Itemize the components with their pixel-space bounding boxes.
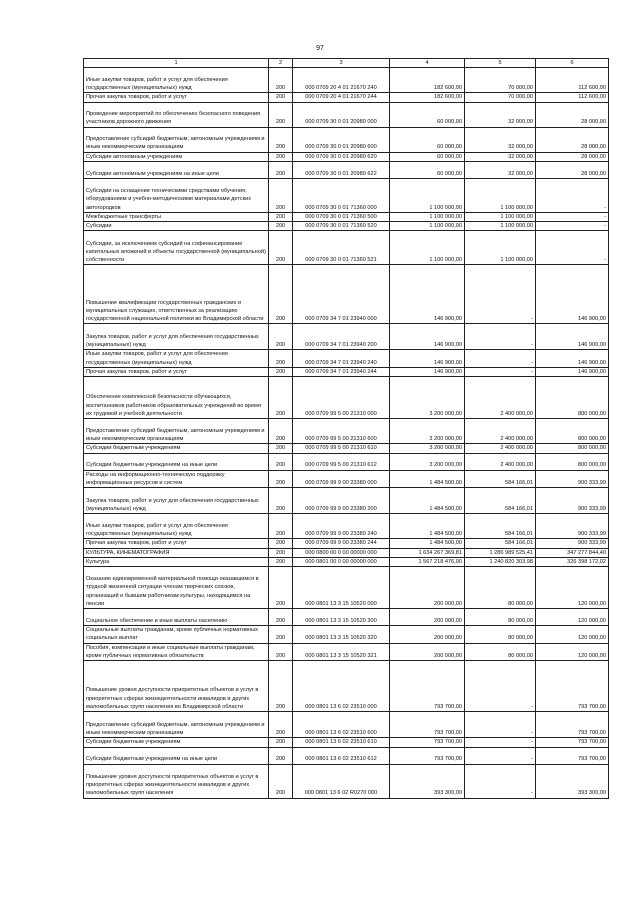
row-column-2: 200 xyxy=(269,738,293,747)
row-column-4: 182 600,00 xyxy=(390,93,465,102)
row-code: 000 0800 00 0 00 00000 000 xyxy=(293,548,390,557)
row-column-6: 800 000,00 xyxy=(536,453,609,470)
row-column-5: - xyxy=(465,738,536,747)
row-code: 000 0709 99 5 00 21310 612 xyxy=(293,453,390,470)
row-column-2: 200 xyxy=(269,222,293,231)
row-column-2: 200 xyxy=(269,712,293,738)
table-row xyxy=(84,265,609,324)
row-column-4: 146 900,00 xyxy=(390,265,465,324)
row-column-2: 200 xyxy=(269,514,293,539)
row-name: Межбюджетные трансферты xyxy=(84,212,269,221)
row-column-6: 146 900,00 xyxy=(536,368,609,377)
row-code: 000 0709 99 5 00 21310 000 xyxy=(293,377,390,419)
row-column-5: - xyxy=(465,324,536,350)
row-column-4: 793 700,00 xyxy=(390,712,465,738)
row-column-2: 200 xyxy=(269,368,293,377)
row-column-5: - xyxy=(465,265,536,324)
row-column-6: 28 000,00 xyxy=(536,127,609,152)
row-column-5: 584 166,01 xyxy=(465,514,536,539)
row-name: Прочая закупка товаров, работ и услуг xyxy=(84,93,269,102)
row-column-5: 70 000,00 xyxy=(465,68,536,93)
row-name: Обеспечение комплексной безопасности обучающихся, воспитанников работников образовательных учреждений во время их трудовой и учебной деятельности xyxy=(84,377,269,419)
row-column-4: 146 900,00 xyxy=(390,350,465,368)
row-column-4: 793 700,00 xyxy=(390,747,465,764)
table-row xyxy=(84,102,609,127)
row-column-6: 146 900,00 xyxy=(536,265,609,324)
row-code: 000 0801 13 6 02 R0270 000 xyxy=(293,764,390,798)
row-column-2: 200 xyxy=(269,557,293,566)
row-column-6: 900 333,99 xyxy=(536,514,609,539)
row-name: Социальные выплаты гражданам, кроме публичных нормативных социальных выплат xyxy=(84,626,269,644)
row-column-6: 326 398 172,02 xyxy=(536,557,609,566)
row-column-4: 1 567 218 476,00 xyxy=(390,557,465,566)
row-code: 000 0709 30 0 01 20980 620 xyxy=(293,152,390,161)
row-name: Субсидии бюджетным учреждениям xyxy=(84,738,269,747)
row-code: 000 0801 13 3 15 10520 321 xyxy=(293,643,390,661)
row-column-6: 146 900,00 xyxy=(536,324,609,350)
row-column-6: 900 333,99 xyxy=(536,488,609,514)
table-row xyxy=(84,368,609,377)
row-column-2: 200 xyxy=(269,152,293,161)
row-name: Предоставление субсидий бюджетным, автономным учреждениям и иным некоммерческим организациям xyxy=(84,419,269,444)
row-column-6: 800 000,00 xyxy=(536,377,609,419)
row-code: 000 0709 30 0 01 71360 000 xyxy=(293,178,390,212)
row-column-5: - xyxy=(465,764,536,798)
row-code: 000 0801 13 3 15 10520 000 xyxy=(293,567,390,609)
row-column-5: 584 166,01 xyxy=(465,470,536,488)
row-column-5: - xyxy=(465,350,536,368)
row-column-5: 80 000,00 xyxy=(465,626,536,644)
row-column-2: 200 xyxy=(269,178,293,212)
row-column-5: 1 100 000,00 xyxy=(465,222,536,231)
row-column-4: 3 200 000,00 xyxy=(390,444,465,453)
row-column-4: 60 000,00 xyxy=(390,161,465,178)
row-column-6: - xyxy=(536,231,609,265)
column-header: 2 xyxy=(269,59,293,68)
row-code: 000 0709 30 0 01 20980 600 xyxy=(293,127,390,152)
row-column-2: 200 xyxy=(269,231,293,265)
row-code: 000 0801 13 6 02 23510 600 xyxy=(293,712,390,738)
table-row xyxy=(84,548,609,557)
table-row xyxy=(84,514,609,539)
row-column-4: 3 200 000,00 xyxy=(390,419,465,444)
row-name: Прочая закупка товаров, работ и услуг xyxy=(84,368,269,377)
row-column-5: 2 400 000,00 xyxy=(465,453,536,470)
row-name: Социальное обеспечение и иные выплаты населению xyxy=(84,609,269,626)
row-column-5: 584 166,01 xyxy=(465,488,536,514)
row-name: Субсидии бюджетным учреждениям на иные цели xyxy=(84,453,269,470)
column-header: 4 xyxy=(390,59,465,68)
row-column-2: 200 xyxy=(269,102,293,127)
row-column-4: 1 484 500,00 xyxy=(390,470,465,488)
row-column-4: 200 000,00 xyxy=(390,567,465,609)
table-row xyxy=(84,539,609,548)
row-code: 000 0709 20 4 01 21670 244 xyxy=(293,93,390,102)
row-column-4: 3 200 000,00 xyxy=(390,377,465,419)
row-name: Предоставление субсидий бюджетным, автономным учреждениям и иным некоммерческим организациям xyxy=(84,712,269,738)
table-row xyxy=(84,764,609,798)
budget-table xyxy=(83,58,609,799)
row-code: 000 0801 13 6 02 23510 610 xyxy=(293,738,390,747)
row-column-6: 900 333,99 xyxy=(536,470,609,488)
row-code: 000 0709 99 9 00 23380 240 xyxy=(293,514,390,539)
row-column-2: 200 xyxy=(269,609,293,626)
row-column-6: 793 700,00 xyxy=(536,661,609,712)
row-column-2: 200 xyxy=(269,324,293,350)
row-name: Иные закупки товаров, работ и услуг для обеспечения государственных (муниципальных) нужд xyxy=(84,514,269,539)
table-row xyxy=(84,127,609,152)
row-column-2: 200 xyxy=(269,453,293,470)
table-row xyxy=(84,161,609,178)
row-column-5: - xyxy=(465,712,536,738)
row-column-5: 32 000,00 xyxy=(465,102,536,127)
row-code: 000 0801 00 0 00 00000 000 xyxy=(293,557,390,566)
row-column-4: 60 000,00 xyxy=(390,152,465,161)
row-column-5: 2 400 000,00 xyxy=(465,419,536,444)
row-column-5: 1 100 000,00 xyxy=(465,231,536,265)
row-column-6: 120 000,00 xyxy=(536,609,609,626)
row-column-4: 1 484 500,00 xyxy=(390,539,465,548)
row-column-4: 1 100 000,00 xyxy=(390,231,465,265)
table-row xyxy=(84,738,609,747)
row-column-2: 200 xyxy=(269,643,293,661)
table-row xyxy=(84,350,609,368)
row-name: Субсидии бюджетным учреждениям на иные цели xyxy=(84,747,269,764)
row-column-5: - xyxy=(465,368,536,377)
row-name: Иные закупки товаров, работ и услуг для обеспечения государственных (муниципальных) нужд xyxy=(84,350,269,368)
row-name: Субсидии автономным учреждениям xyxy=(84,152,269,161)
row-column-5: 32 000,00 xyxy=(465,152,536,161)
row-name: Иные закупки товаров, работ и услуг для обеспечения государственных (муниципальных) нужд xyxy=(84,68,269,93)
row-column-6: - xyxy=(536,222,609,231)
row-column-5: 1 100 000,00 xyxy=(465,178,536,212)
row-column-5: 1 100 000,00 xyxy=(465,212,536,221)
table-row xyxy=(84,453,609,470)
table-row xyxy=(84,557,609,566)
row-column-6: 800 000,00 xyxy=(536,419,609,444)
row-column-5: 80 000,00 xyxy=(465,567,536,609)
row-column-6: 793 700,00 xyxy=(536,712,609,738)
row-column-2: 200 xyxy=(269,539,293,548)
row-column-5: 32 000,00 xyxy=(465,161,536,178)
table-row xyxy=(84,419,609,444)
row-code: 000 0709 30 0 01 71360 500 xyxy=(293,212,390,221)
row-column-4: 200 000,00 xyxy=(390,643,465,661)
row-column-2: 200 xyxy=(269,548,293,557)
table-row xyxy=(84,643,609,661)
row-column-2: 200 xyxy=(269,93,293,102)
row-name: Проведение мероприятий по обеспечению безопасного поведения участников дорожного движения xyxy=(84,102,269,127)
row-column-2: 200 xyxy=(269,161,293,178)
row-name: Прочая закупка товаров, работ и услуг xyxy=(84,539,269,548)
row-column-6: 120 000,00 xyxy=(536,567,609,609)
table-row xyxy=(84,178,609,212)
row-name: КУЛЬТУРА, КИНЕМАТОГРАФИЯ xyxy=(84,548,269,557)
row-column-4: 182 600,00 xyxy=(390,68,465,93)
row-name: Субсидии на оснащение техническими средствами обучения, оборудованием и учебно-методическими материалами детских автогородков xyxy=(84,178,269,212)
row-column-6: 112 600,00 xyxy=(536,68,609,93)
row-column-2: 200 xyxy=(269,488,293,514)
row-column-6: 112 600,00 xyxy=(536,93,609,102)
row-column-2: 200 xyxy=(269,265,293,324)
table-row xyxy=(84,324,609,350)
row-code: 000 0709 99 9 00 23380 000 xyxy=(293,470,390,488)
row-column-4: 793 700,00 xyxy=(390,661,465,712)
row-name: Закупка товаров, работ и услуг для обеспечения государственных (муниципальных) нужд xyxy=(84,488,269,514)
row-column-2: 200 xyxy=(269,470,293,488)
table-row xyxy=(84,93,609,102)
row-code: 000 0709 34 7 01 23940 000 xyxy=(293,265,390,324)
row-code: 000 0709 99 9 00 23380 200 xyxy=(293,488,390,514)
row-column-6: 793 700,00 xyxy=(536,747,609,764)
row-code: 000 0801 13 6 02 23510 000 xyxy=(293,661,390,712)
row-column-6: 800 000,00 xyxy=(536,444,609,453)
row-name: Предоставление субсидий бюджетным, автономным учреждениям и иным некоммерческим организациям xyxy=(84,127,269,152)
row-column-6: - xyxy=(536,212,609,221)
row-column-4: 793 700,00 xyxy=(390,738,465,747)
table-row xyxy=(84,152,609,161)
row-code: 000 0709 99 9 00 23380 244 xyxy=(293,539,390,548)
row-code: 000 0709 34 7 01 23940 244 xyxy=(293,368,390,377)
row-column-5: 2 400 000,00 xyxy=(465,377,536,419)
row-name: Субсидии, за исключением субсидий на софинансирование капитальных вложений в объекты государственной (муниципальной) собственности xyxy=(84,231,269,265)
row-column-2: 200 xyxy=(269,68,293,93)
row-column-5: 1 286 989 525,41 xyxy=(465,548,536,557)
row-column-2: 200 xyxy=(269,764,293,798)
row-column-6: 28 000,00 xyxy=(536,102,609,127)
row-name: Повышение уровня доступности приоритетных объектов и услуг в приоритетных сферах жизнедеятельности инвалидов и других маломобильных групп населения xyxy=(84,764,269,798)
row-column-6: - xyxy=(536,178,609,212)
table-row xyxy=(84,609,609,626)
row-column-4: 200 000,00 xyxy=(390,626,465,644)
row-column-2: 200 xyxy=(269,377,293,419)
row-column-6: 393 300,00 xyxy=(536,764,609,798)
row-code: 000 0709 30 0 01 71360 521 xyxy=(293,231,390,265)
row-name: Расходы на информационно-техническую поддержку информационных ресурсов и систем xyxy=(84,470,269,488)
row-name: Культура xyxy=(84,557,269,566)
row-column-4: 60 000,00 xyxy=(390,127,465,152)
row-column-6: 146 900,00 xyxy=(536,350,609,368)
row-code: 000 0709 30 0 01 71360 520 xyxy=(293,222,390,231)
column-header: 1 xyxy=(84,59,269,68)
row-column-6: 793 700,00 xyxy=(536,738,609,747)
row-code: 000 0709 30 0 01 20980 000 xyxy=(293,102,390,127)
table-row xyxy=(84,567,609,609)
row-name: Субсидии бюджетным учреждениям xyxy=(84,444,269,453)
row-column-4: 146 900,00 xyxy=(390,368,465,377)
table-row xyxy=(84,626,609,644)
row-column-5: - xyxy=(465,661,536,712)
row-name: Пособия, компенсации и иные социальные выплаты гражданам, кроме публичных нормативных обязательств xyxy=(84,643,269,661)
column-header: 3 xyxy=(293,59,390,68)
table-row xyxy=(84,712,609,738)
row-name: Субсидии автономным учреждениям на иные цели xyxy=(84,161,269,178)
table-row xyxy=(84,212,609,221)
column-header: 6 xyxy=(536,59,609,68)
row-column-2: 200 xyxy=(269,127,293,152)
table-row xyxy=(84,68,609,93)
row-column-4: 393 300,00 xyxy=(390,764,465,798)
row-column-5: - xyxy=(465,747,536,764)
row-name: Повышение уровня доступности приоритетных объектов и услуг в приоритетных сферах жизнедеятельности инвалидов и других маломобильных групп населения во Владимирской области xyxy=(84,661,269,712)
row-column-5: 584 166,01 xyxy=(465,539,536,548)
column-header: 5 xyxy=(465,59,536,68)
row-column-4: 1 484 500,00 xyxy=(390,514,465,539)
page-number: 97 xyxy=(316,45,324,52)
row-column-2: 200 xyxy=(269,747,293,764)
row-column-6: 900 333,99 xyxy=(536,539,609,548)
table-header-row xyxy=(84,59,609,68)
row-code: 000 0709 99 5 00 21310 600 xyxy=(293,419,390,444)
row-column-4: 1 484 500,00 xyxy=(390,488,465,514)
row-code: 000 0709 34 7 01 23940 240 xyxy=(293,350,390,368)
table-row xyxy=(84,470,609,488)
row-column-4: 200 000,00 xyxy=(390,609,465,626)
row-column-4: 1 100 000,00 xyxy=(390,222,465,231)
row-column-2: 200 xyxy=(269,661,293,712)
row-column-4: 60 000,00 xyxy=(390,102,465,127)
table-row xyxy=(84,661,609,712)
row-column-4: 1 634 267 369,81 xyxy=(390,548,465,557)
row-code: 000 0801 13 3 15 10520 320 xyxy=(293,626,390,644)
row-column-2: 200 xyxy=(269,419,293,444)
row-column-5: 80 000,00 xyxy=(465,609,536,626)
row-column-4: 146 900,00 xyxy=(390,324,465,350)
table-row xyxy=(84,747,609,764)
row-column-4: 3 200 000,00 xyxy=(390,453,465,470)
row-column-2: 200 xyxy=(269,444,293,453)
row-code: 000 0709 34 7 01 23940 200 xyxy=(293,324,390,350)
row-code: 000 0801 13 3 15 10520 300 xyxy=(293,609,390,626)
row-column-2: 200 xyxy=(269,212,293,221)
row-column-5: 70 000,00 xyxy=(465,93,536,102)
row-column-5: 1 240 820 303,98 xyxy=(465,557,536,566)
table-row xyxy=(84,444,609,453)
row-column-5: 32 000,00 xyxy=(465,127,536,152)
row-column-5: 80 000,00 xyxy=(465,643,536,661)
row-name: Закупка товаров, работ и услуг для обеспечения государственных (муниципальных) нужд xyxy=(84,324,269,350)
row-column-6: 120 000,00 xyxy=(536,643,609,661)
row-name: Субсидии xyxy=(84,222,269,231)
row-column-5: 2 400 000,00 xyxy=(465,444,536,453)
row-name: Оказание единовременной материальной помощи оказавшимся в трудной жизненной ситуации членам творческих союзов, организаций и бывшим работникам культуры, находящимся на пенсии xyxy=(84,567,269,609)
row-column-6: 28 000,00 xyxy=(536,161,609,178)
row-column-2: 200 xyxy=(269,350,293,368)
row-column-6: 347 277 844,40 xyxy=(536,548,609,557)
table-row xyxy=(84,488,609,514)
table-row xyxy=(84,231,609,265)
row-code: 000 0709 30 0 01 20980 622 xyxy=(293,161,390,178)
row-column-6: 28 000,00 xyxy=(536,152,609,161)
row-name: Повышение квалификации государственных гражданских и муниципальных служащих, ответственных за реализацию государственной национальной политики во Владимирской области xyxy=(84,265,269,324)
table-row xyxy=(84,377,609,419)
table-row xyxy=(84,222,609,231)
row-code: 000 0709 20 4 01 21670 240 xyxy=(293,68,390,93)
row-column-4: 1 100 000,00 xyxy=(390,212,465,221)
row-column-2: 200 xyxy=(269,567,293,609)
row-column-2: 200 xyxy=(269,626,293,644)
row-column-4: 1 100 000,00 xyxy=(390,178,465,212)
row-code: 000 0709 99 5 00 21310 610 xyxy=(293,444,390,453)
row-column-6: 120 000,00 xyxy=(536,626,609,644)
row-code: 000 0801 13 6 02 23510 612 xyxy=(293,747,390,764)
